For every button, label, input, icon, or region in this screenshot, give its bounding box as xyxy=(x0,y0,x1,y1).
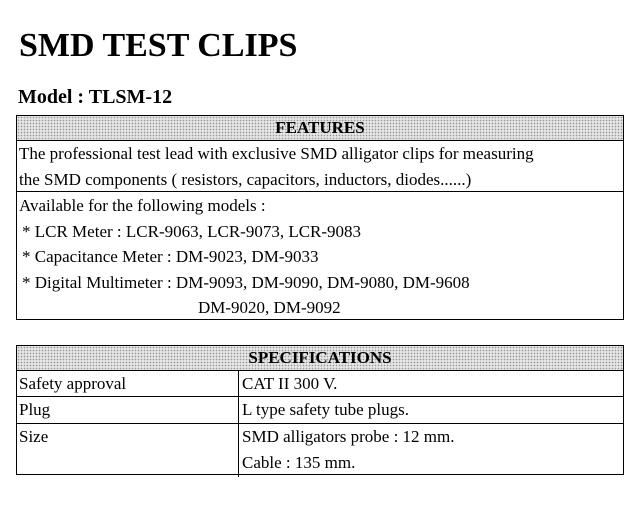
description-line: the SMD components ( resistors, capacitors, inductors, diodes......) xyxy=(19,169,472,189)
spec-label: Plug xyxy=(17,397,239,423)
model-label: Model : TLSM-12 xyxy=(18,86,173,108)
spec-label: Safety approval xyxy=(17,371,239,396)
model-line: * LCR Meter : LCR-9063, LCR-9073, LCR-9083 xyxy=(22,221,362,241)
model-line-continued: DM-9020, DM-9092 xyxy=(198,298,341,317)
description-line: The professional test lead with exclusive SMD alligator clips for measuring xyxy=(19,144,534,163)
spec-value-group xyxy=(239,424,454,477)
spec-row xyxy=(17,424,623,477)
spec-value: CAT II 300 V. xyxy=(242,374,338,393)
features-header-text: FEATURES xyxy=(275,118,365,137)
features-description xyxy=(17,141,623,192)
features-table xyxy=(16,115,624,320)
spec-value: Cable : 135 mm. xyxy=(242,452,356,472)
spec-row xyxy=(17,397,623,424)
spec-label: Size xyxy=(17,424,239,477)
model-line: * Digital Multimeter : DM-9093, DM-9090, DM-9080, DM-9608 xyxy=(22,272,470,292)
specifications-header xyxy=(17,346,623,371)
model-line: * Capacitance Meter : DM-9023, DM-9033 xyxy=(22,247,319,266)
page-title: SMD TEST CLIPS xyxy=(19,27,298,64)
features-models xyxy=(17,192,623,321)
specifications-table xyxy=(16,345,624,475)
available-intro: Available for the following models : xyxy=(19,196,266,215)
spec-row xyxy=(17,371,623,397)
features-header xyxy=(17,116,623,141)
spec-value: SMD alligators probe : 12 mm. xyxy=(242,427,455,446)
specifications-header-text: SPECIFICATIONS xyxy=(248,348,392,367)
spec-value: L type safety tube plugs. xyxy=(242,400,409,419)
